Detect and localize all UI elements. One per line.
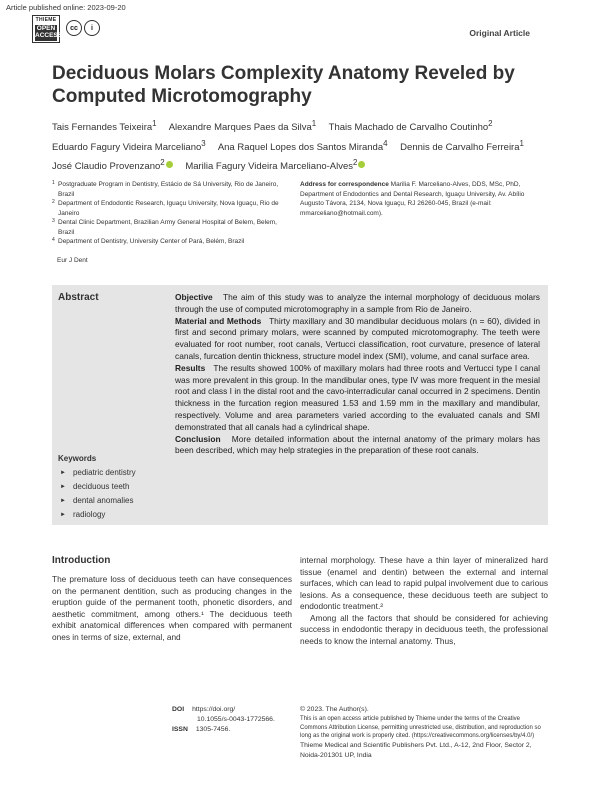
abstract-conclusion: Conclusion More detailed information about the internal anatomy of the primary molars has been described, which may help strategies in the preparation of these root canals. (175, 433, 541, 456)
publisher-text: Thieme Medical and Scientific Publishers Pvt. Ltd., A-12, 2nd Floor, Sector 2, Noida-201301 UP, India (300, 741, 532, 759)
license-text: This is an open access article published by Thieme under the terms of the Creative Commons Attribution License, permitting unrestricted use, distribution, and reproduction so long as the original work is properly cited. (https://creativecommons.org/licenses/by/4.0/) (300, 716, 541, 739)
orcid-icon[interactable] (166, 161, 173, 168)
abstract-results: Results The results showed 100% of maxillary molars had three roots and Vertucci type I canal was more prevalent in this group. In the mandibular ones, type IV was more frequent in the mesial root and class I in the distal root and the cavo-interradicular canal occurred in 2 specimens. Dentin thickness in the furcation region measured 1.53 and 1.59 mm in the maxillary and mandibular, respectively. Volume and area parameters varied according to the evaluated canals and SMI demonstrated that all canals had a cylindrical shape. (175, 362, 540, 432)
publication-date: Article published online: 2023-09-20 (6, 3, 126, 12)
keywords-heading: Keywords (58, 454, 97, 463)
abstract-heading: Abstract (58, 292, 99, 303)
keyword-item: ► dental anomalies (60, 494, 136, 508)
affiliation-item: 1 Postgraduate Program in Dentistry, Estácio de Sá University, Rio de Janeiro, Brazil (52, 180, 279, 198)
article-type-label: Original Article (469, 28, 530, 38)
keywords-list (60, 466, 136, 522)
journal-name: Eur J Dent (57, 257, 88, 264)
author: Dennis de Carvalho Ferreira$^1$ (400, 138, 524, 153)
correspondence-label: Address for correspondence (300, 181, 389, 188)
affiliation-item: 3 Dental Clinic Department, Brazilian Army General Hospital of Belem, Belem, Brazil (52, 218, 277, 236)
affiliations (52, 180, 287, 247)
doi-link[interactable]: https://doi.org/ (192, 706, 236, 713)
author: Thais Machado de Carvalho Coutinho$^2$ (328, 119, 493, 134)
keyword-item: ► pediatric dentistry (60, 466, 136, 480)
correspondence-address (300, 180, 545, 218)
intro-paragraph-3: Among all the factors that should be considered for achieving success in endodontic therapy in deciduous teeth, the professional needs to know the internal anatomy. Thus, (300, 612, 548, 646)
author: Marilia Fagury Videira Marceliano-Alves$^2$ (185, 161, 365, 172)
doi-value: 10.1055/s-0043-1772566. (197, 716, 275, 723)
body-column-right (300, 555, 548, 647)
creative-commons-icon: cc (66, 20, 82, 36)
logo-thieme-text: THIEME (35, 17, 57, 23)
author-list (52, 116, 552, 175)
abstract-methods: Material and Methods Thirty maxillary and 30 mandibular deciduous molars (n = 60), divided in first and second primary molars, were scanned by computed microtomography. The teeth were evaluated for root number, root canals, Vertucci classification, root curvature, presence of lateral canals, furcation dentin thickness, structure model index (SMI), volume, and canal surface area. (175, 315, 540, 361)
copyright-line: © 2023. The Author(s). (300, 706, 369, 713)
issn-value: 1305-7456. (195, 726, 231, 733)
author: Eduardo Fagury Videira Marceliano$^3$ (52, 138, 206, 153)
author: José Claudio Provenzano$^2$ (52, 161, 173, 172)
abstract-body (175, 292, 540, 457)
attribution-icon: i (84, 20, 100, 36)
author: Alexandre Marques Paes da Silva$^1$ (168, 119, 317, 134)
affiliation-item: 4 Department of Dentistry, University Center of Pará, Belém, Brazil (52, 237, 245, 245)
keyword-item: ► radiology (60, 508, 136, 522)
author: Tais Fernandes Teixeira$^1$ (52, 119, 157, 134)
orcid-icon[interactable] (358, 161, 365, 168)
introduction-heading: Introduction (52, 555, 111, 566)
doi-issn-block: DOI https://doi.org/ 10.1055/s-0043-1772566. ISSN 1305-7456. (172, 706, 275, 733)
intro-paragraph-1: The premature loss of deciduous teeth can have consequences on the permanent dentition, such as producing changes in the eruption guide of the permanent tooth, phonetic disorders, and aesthetic commitment, among others.¹ The deciduous teeth exhibit anatomical differences when compared with permanent ones in terms of size, external, and (52, 574, 292, 642)
intro-paragraph-2: internal morphology. These have a thin layer of mineralized hard tissue (enamel and dentin) between the external and internal surfaces, which can lead to rapid pulpal involvement due to carious lesions. As a consequence, these deciduous teeth are subject to endodontic treatment.² (300, 555, 548, 611)
thieme-open-access-logo (32, 15, 63, 43)
correspondence-text: Marilia F. Marceliano-Alves, DDS, MSc, PhD, Department of Endodontics and Dental Research, Iguaçu University, Av. Abílio Augusto Távora, 2134, Nova Iguaçu, RJ 26260-045, Brazil (e-mail: mmarceliano@hotmail.com). (300, 181, 525, 217)
keyword-item: ► deciduous teeth (60, 480, 136, 494)
author: Ana Raquel Lopes dos Santos Miranda$^4$ (217, 138, 388, 153)
affiliation-item: 2 Department of Endodontic Research, Iguaçu University, Nova Iguaçu, Rio de Janeiro (52, 199, 279, 217)
article-title: Deciduous Molars Complexity Anatomy Reveled by Computed Microtomography (52, 63, 515, 107)
body-column-left (52, 555, 292, 643)
cc-license-icons (66, 20, 100, 36)
abstract-objective: Objective The aim of this study was to analyze the internal morphology of deciduous molars through the use of computed microtomography in a sample from Rio de Janeiro. (175, 292, 540, 314)
logo-open-access-text: OPEN ACCESS (35, 25, 63, 39)
copyright-block (300, 705, 545, 761)
